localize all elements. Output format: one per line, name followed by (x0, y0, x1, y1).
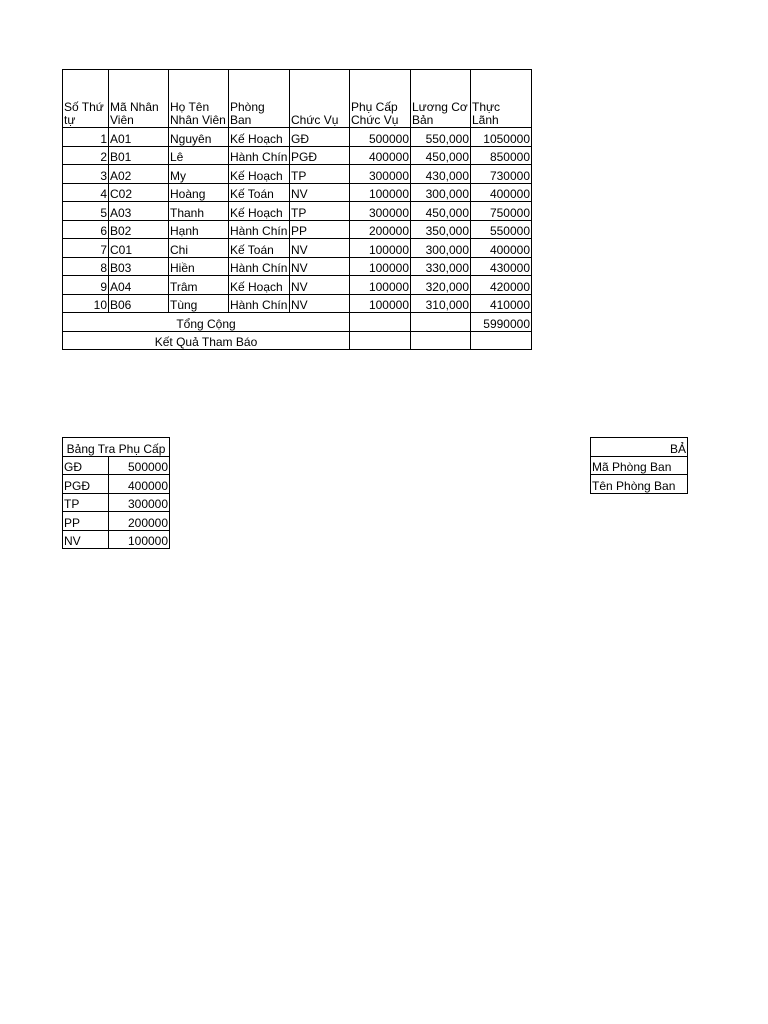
cell-chuc-vu[interactable]: PGĐ (290, 146, 350, 165)
cell-phong-ban[interactable]: Kế Hoạch (229, 165, 290, 184)
header-cell-ho-ten[interactable]: Họ Tên Nhân Viên (169, 70, 229, 128)
cell-ho-ten[interactable]: Tùng (169, 294, 229, 313)
cell-chuc-vu[interactable]: NV (290, 257, 350, 276)
cell-phu-cap[interactable]: 500000 (350, 128, 411, 147)
result-cell-empty-2[interactable] (411, 331, 471, 350)
cell-thuc-lanh[interactable]: 550000 (471, 220, 532, 239)
cell-luong[interactable]: 320,000 (411, 276, 471, 295)
cell-ho-ten[interactable]: Hiền (169, 257, 229, 276)
cell-stt[interactable]: 8 (63, 257, 109, 276)
cell-chuc-vu[interactable]: NV (290, 276, 350, 295)
lookup-cell-code[interactable]: GĐ (63, 456, 109, 475)
cell-stt[interactable]: 5 (63, 202, 109, 221)
header-cell-phong-ban[interactable]: Phòng Ban (229, 70, 290, 128)
result-cell-empty-1[interactable] (350, 331, 411, 350)
lookup-row (63, 475, 170, 494)
cell-luong[interactable]: 330,000 (411, 257, 471, 276)
dept-code-label[interactable]: Mã Phòng Ban (591, 456, 688, 475)
cell-phu-cap[interactable]: 200000 (350, 220, 411, 239)
cell-thuc-lanh[interactable]: 750000 (471, 202, 532, 221)
cell-luong[interactable]: 310,000 (411, 294, 471, 313)
cell-luong[interactable]: 450,000 (411, 146, 471, 165)
dept-name-label[interactable]: Tên Phòng Ban (591, 475, 688, 494)
table-row (63, 202, 532, 221)
lookup-cell-code[interactable]: NV (63, 530, 109, 549)
cell-phu-cap[interactable]: 300000 (350, 165, 411, 184)
cell-luong[interactable]: 300,000 (411, 239, 471, 258)
cell-chuc-vu[interactable]: GĐ (290, 128, 350, 147)
department-table (590, 437, 688, 494)
cell-thuc-lanh[interactable]: 420000 (471, 276, 532, 295)
dept-title-row (591, 438, 688, 457)
cell-chuc-vu[interactable]: TP (290, 202, 350, 221)
lookup-title-row (63, 438, 170, 457)
cell-stt[interactable]: 7 (63, 239, 109, 258)
dept-row (591, 456, 688, 475)
cell-ma-nv[interactable]: B03 (109, 257, 169, 276)
lookup-row (63, 512, 170, 531)
employee-rows (63, 128, 532, 313)
total-row (63, 313, 532, 332)
cell-stt[interactable]: 1 (63, 128, 109, 147)
header-cell-chuc-vu[interactable]: Chức Vụ (290, 70, 350, 128)
table-row (63, 128, 532, 147)
result-label[interactable]: Kết Quả Tham Báo (63, 331, 350, 350)
cell-luong[interactable]: 300,000 (411, 183, 471, 202)
lookup-title[interactable]: Bảng Tra Phụ Cấp (63, 438, 170, 457)
cell-ma-nv[interactable]: B01 (109, 146, 169, 165)
cell-ho-ten[interactable]: Hoàng (169, 183, 229, 202)
cell-phu-cap[interactable]: 100000 (350, 294, 411, 313)
cell-luong[interactable]: 350,000 (411, 220, 471, 239)
cell-ho-ten[interactable]: Hạnh (169, 220, 229, 239)
cell-luong[interactable]: 450,000 (411, 202, 471, 221)
lookup-cell-amount[interactable]: 400000 (109, 475, 170, 494)
cell-thuc-lanh[interactable]: 730000 (471, 165, 532, 184)
cell-phong-ban[interactable]: Kế Toán (229, 239, 290, 258)
cell-ma-nv[interactable]: A03 (109, 202, 169, 221)
table-row (63, 183, 532, 202)
header-cell-stt[interactable]: Số Thứ tự (63, 70, 109, 128)
cell-thuc-lanh[interactable]: 1050000 (471, 128, 532, 147)
result-cell-empty-3[interactable] (471, 331, 532, 350)
header-row (63, 70, 532, 128)
cell-chuc-vu[interactable]: NV (290, 239, 350, 258)
cell-ho-ten[interactable]: Trâm (169, 276, 229, 295)
table-row (63, 257, 532, 276)
header-cell-thuc-lanh[interactable]: Thực Lãnh (471, 70, 532, 128)
cell-luong[interactable]: 430,000 (411, 165, 471, 184)
cell-ma-nv[interactable]: A04 (109, 276, 169, 295)
cell-phu-cap[interactable]: 400000 (350, 146, 411, 165)
cell-chuc-vu[interactable]: NV (290, 294, 350, 313)
cell-phu-cap[interactable]: 100000 (350, 239, 411, 258)
cell-thuc-lanh[interactable]: 410000 (471, 294, 532, 313)
cell-phong-ban[interactable]: Kế Hoạch (229, 202, 290, 221)
cell-ho-ten[interactable]: Chi (169, 239, 229, 258)
cell-ho-ten[interactable]: My (169, 165, 229, 184)
lookup-row (63, 493, 170, 512)
cell-stt[interactable]: 2 (63, 146, 109, 165)
lookup-cell-amount[interactable]: 500000 (109, 456, 170, 475)
cell-thuc-lanh[interactable]: 400000 (471, 183, 532, 202)
cell-phu-cap[interactable]: 100000 (350, 257, 411, 276)
cell-thuc-lanh[interactable]: 430000 (471, 257, 532, 276)
cell-thuc-lanh[interactable]: 850000 (471, 146, 532, 165)
cell-ma-nv[interactable]: B02 (109, 220, 169, 239)
result-row (63, 331, 532, 350)
header-cell-ma-nv[interactable]: Mã Nhân Viên (109, 70, 169, 128)
table-row (63, 220, 532, 239)
total-value[interactable]: 5990000 (471, 313, 532, 332)
cell-phong-ban[interactable]: Kế Toán (229, 183, 290, 202)
cell-phong-ban[interactable]: Kế Hoạch (229, 128, 290, 147)
cell-ho-ten[interactable]: Nguyên (169, 128, 229, 147)
table-row (63, 165, 532, 184)
cell-chuc-vu[interactable]: PP (290, 220, 350, 239)
cell-stt[interactable]: 3 (63, 165, 109, 184)
total-label[interactable]: Tổng Cộng (63, 313, 350, 332)
dept-title[interactable]: BẢ (591, 438, 688, 457)
cell-phong-ban[interactable]: Kế Hoạch (229, 276, 290, 295)
lookup-cell-code[interactable]: TP (63, 493, 109, 512)
lookup-cell-amount[interactable]: 200000 (109, 512, 170, 531)
cell-ma-nv[interactable]: C01 (109, 239, 169, 258)
cell-phu-cap[interactable]: 100000 (350, 183, 411, 202)
table-row (63, 239, 532, 258)
lookup-cell-amount[interactable]: 100000 (109, 530, 170, 549)
cell-stt[interactable]: 10 (63, 294, 109, 313)
cell-phong-ban[interactable]: Hành Chín (229, 220, 290, 239)
total-cell-empty-2[interactable] (411, 313, 471, 332)
lookup-cell-amount[interactable]: 300000 (109, 493, 170, 512)
cell-phu-cap[interactable]: 300000 (350, 202, 411, 221)
cell-ma-nv[interactable]: C02 (109, 183, 169, 202)
lookup-rows (63, 456, 170, 549)
table-row (63, 146, 532, 165)
cell-ma-nv[interactable]: A02 (109, 165, 169, 184)
employee-salary-table (62, 69, 532, 350)
total-cell-empty-1[interactable] (350, 313, 411, 332)
lookup-row (63, 530, 170, 549)
header-cell-phu-cap[interactable]: Phụ Cấp Chức Vụ (350, 70, 411, 128)
cell-chuc-vu[interactable]: NV (290, 183, 350, 202)
lookup-cell-code[interactable]: PGĐ (63, 475, 109, 494)
cell-phong-ban[interactable]: Hành Chín (229, 146, 290, 165)
cell-ma-nv[interactable]: A01 (109, 128, 169, 147)
cell-chuc-vu[interactable]: TP (290, 165, 350, 184)
table-row (63, 294, 532, 313)
lookup-cell-code[interactable]: PP (63, 512, 109, 531)
cell-ma-nv[interactable]: B06 (109, 294, 169, 313)
lookup-row (63, 456, 170, 475)
cell-thuc-lanh[interactable]: 400000 (471, 239, 532, 258)
cell-phong-ban[interactable]: Hành Chín (229, 257, 290, 276)
table-row (63, 276, 532, 295)
cell-ho-ten[interactable]: Thanh (169, 202, 229, 221)
allowance-lookup-table (62, 437, 170, 549)
cell-stt[interactable]: 4 (63, 183, 109, 202)
cell-stt[interactable]: 6 (63, 220, 109, 239)
dept-row (591, 475, 688, 494)
cell-ho-ten[interactable]: Lê (169, 146, 229, 165)
cell-stt[interactable]: 9 (63, 276, 109, 295)
cell-phong-ban[interactable]: Hành Chín (229, 294, 290, 313)
cell-luong[interactable]: 550,000 (411, 128, 471, 147)
header-cell-luong[interactable]: Lương Cơ Bản (411, 70, 471, 128)
cell-phu-cap[interactable]: 100000 (350, 276, 411, 295)
